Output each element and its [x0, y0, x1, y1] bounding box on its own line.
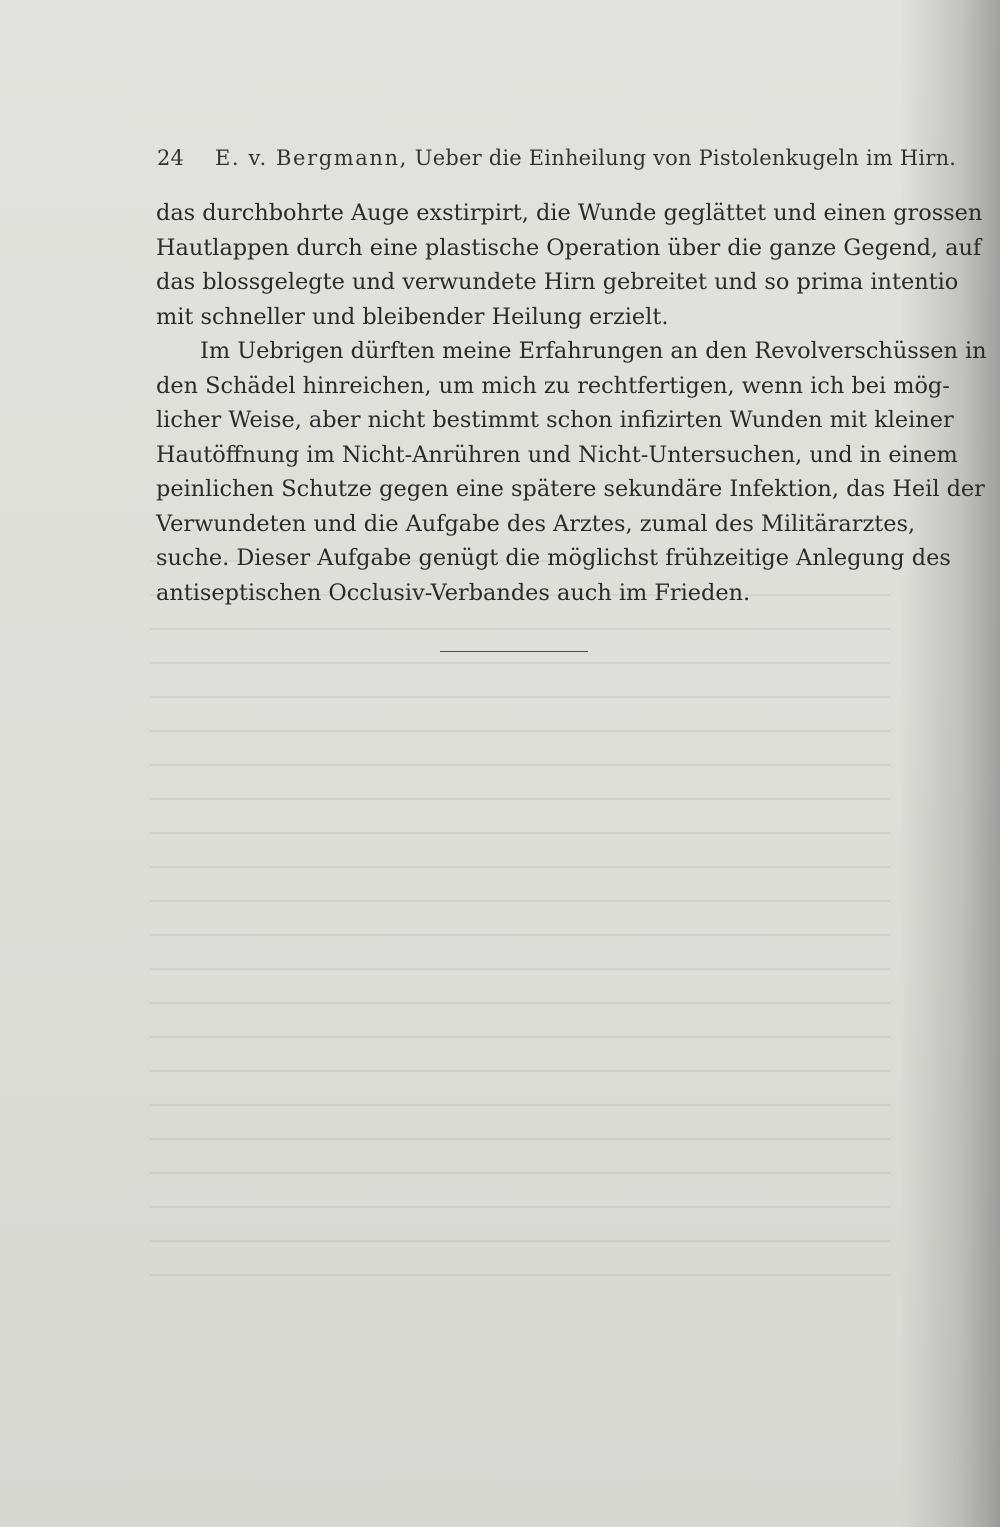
text-line: suche. Dieser Aufgabe genügt die möglichst frühzeitige Anlegung des: [156, 545, 951, 571]
page-number: 24: [157, 146, 185, 170]
text-line: licher Weise, aber nicht bestimmt schon infizirten Wunden mit kleiner: [156, 407, 954, 433]
text-line: antiseptischen Occlusiv-Verbandes auch im Frieden.: [156, 579, 751, 606]
text-line: Verwundeten und die Aufgabe des Arztes, zumal des Militärarztes,: [156, 510, 916, 537]
header-title: Ueber die Einheilung von Pistolenkugeln im Hirn.: [414, 146, 957, 170]
running-head: [157, 146, 957, 176]
text-line: Hautöffnung im Nicht-Anrühren und Nicht-Untersuchen, und in einem: [156, 441, 958, 468]
text-line: das durchbohrte Auge exstirpirt, die Wunde geglättet und einen grossen: [156, 200, 983, 226]
text-line: mit schneller und bleibender Heilung erzielt.: [156, 303, 669, 330]
show-through-texture: [150, 560, 890, 1280]
paragraph-first-line: Im Uebrigen dürften meine Erfahrungen an den Revolverschüssen in: [200, 338, 987, 364]
body-text: [156, 196, 987, 610]
text-line: das blossgelegte und verwundete Hirn gebreitet und so prima intentio: [156, 269, 959, 295]
section-divider-rule: [440, 651, 588, 652]
text-line: Hautlappen durch eine plastische Operation über die ganze Gegend, auf: [156, 234, 982, 261]
text-line: peinlichen Schutze gegen eine spätere sekundäre Infektion, das Heil der: [156, 476, 985, 502]
text-line: den Schädel hinreichen, um mich zu rechtfertigen, wenn ich bei mög-: [156, 372, 950, 399]
header-author: E. v. Bergmann,: [215, 146, 408, 170]
